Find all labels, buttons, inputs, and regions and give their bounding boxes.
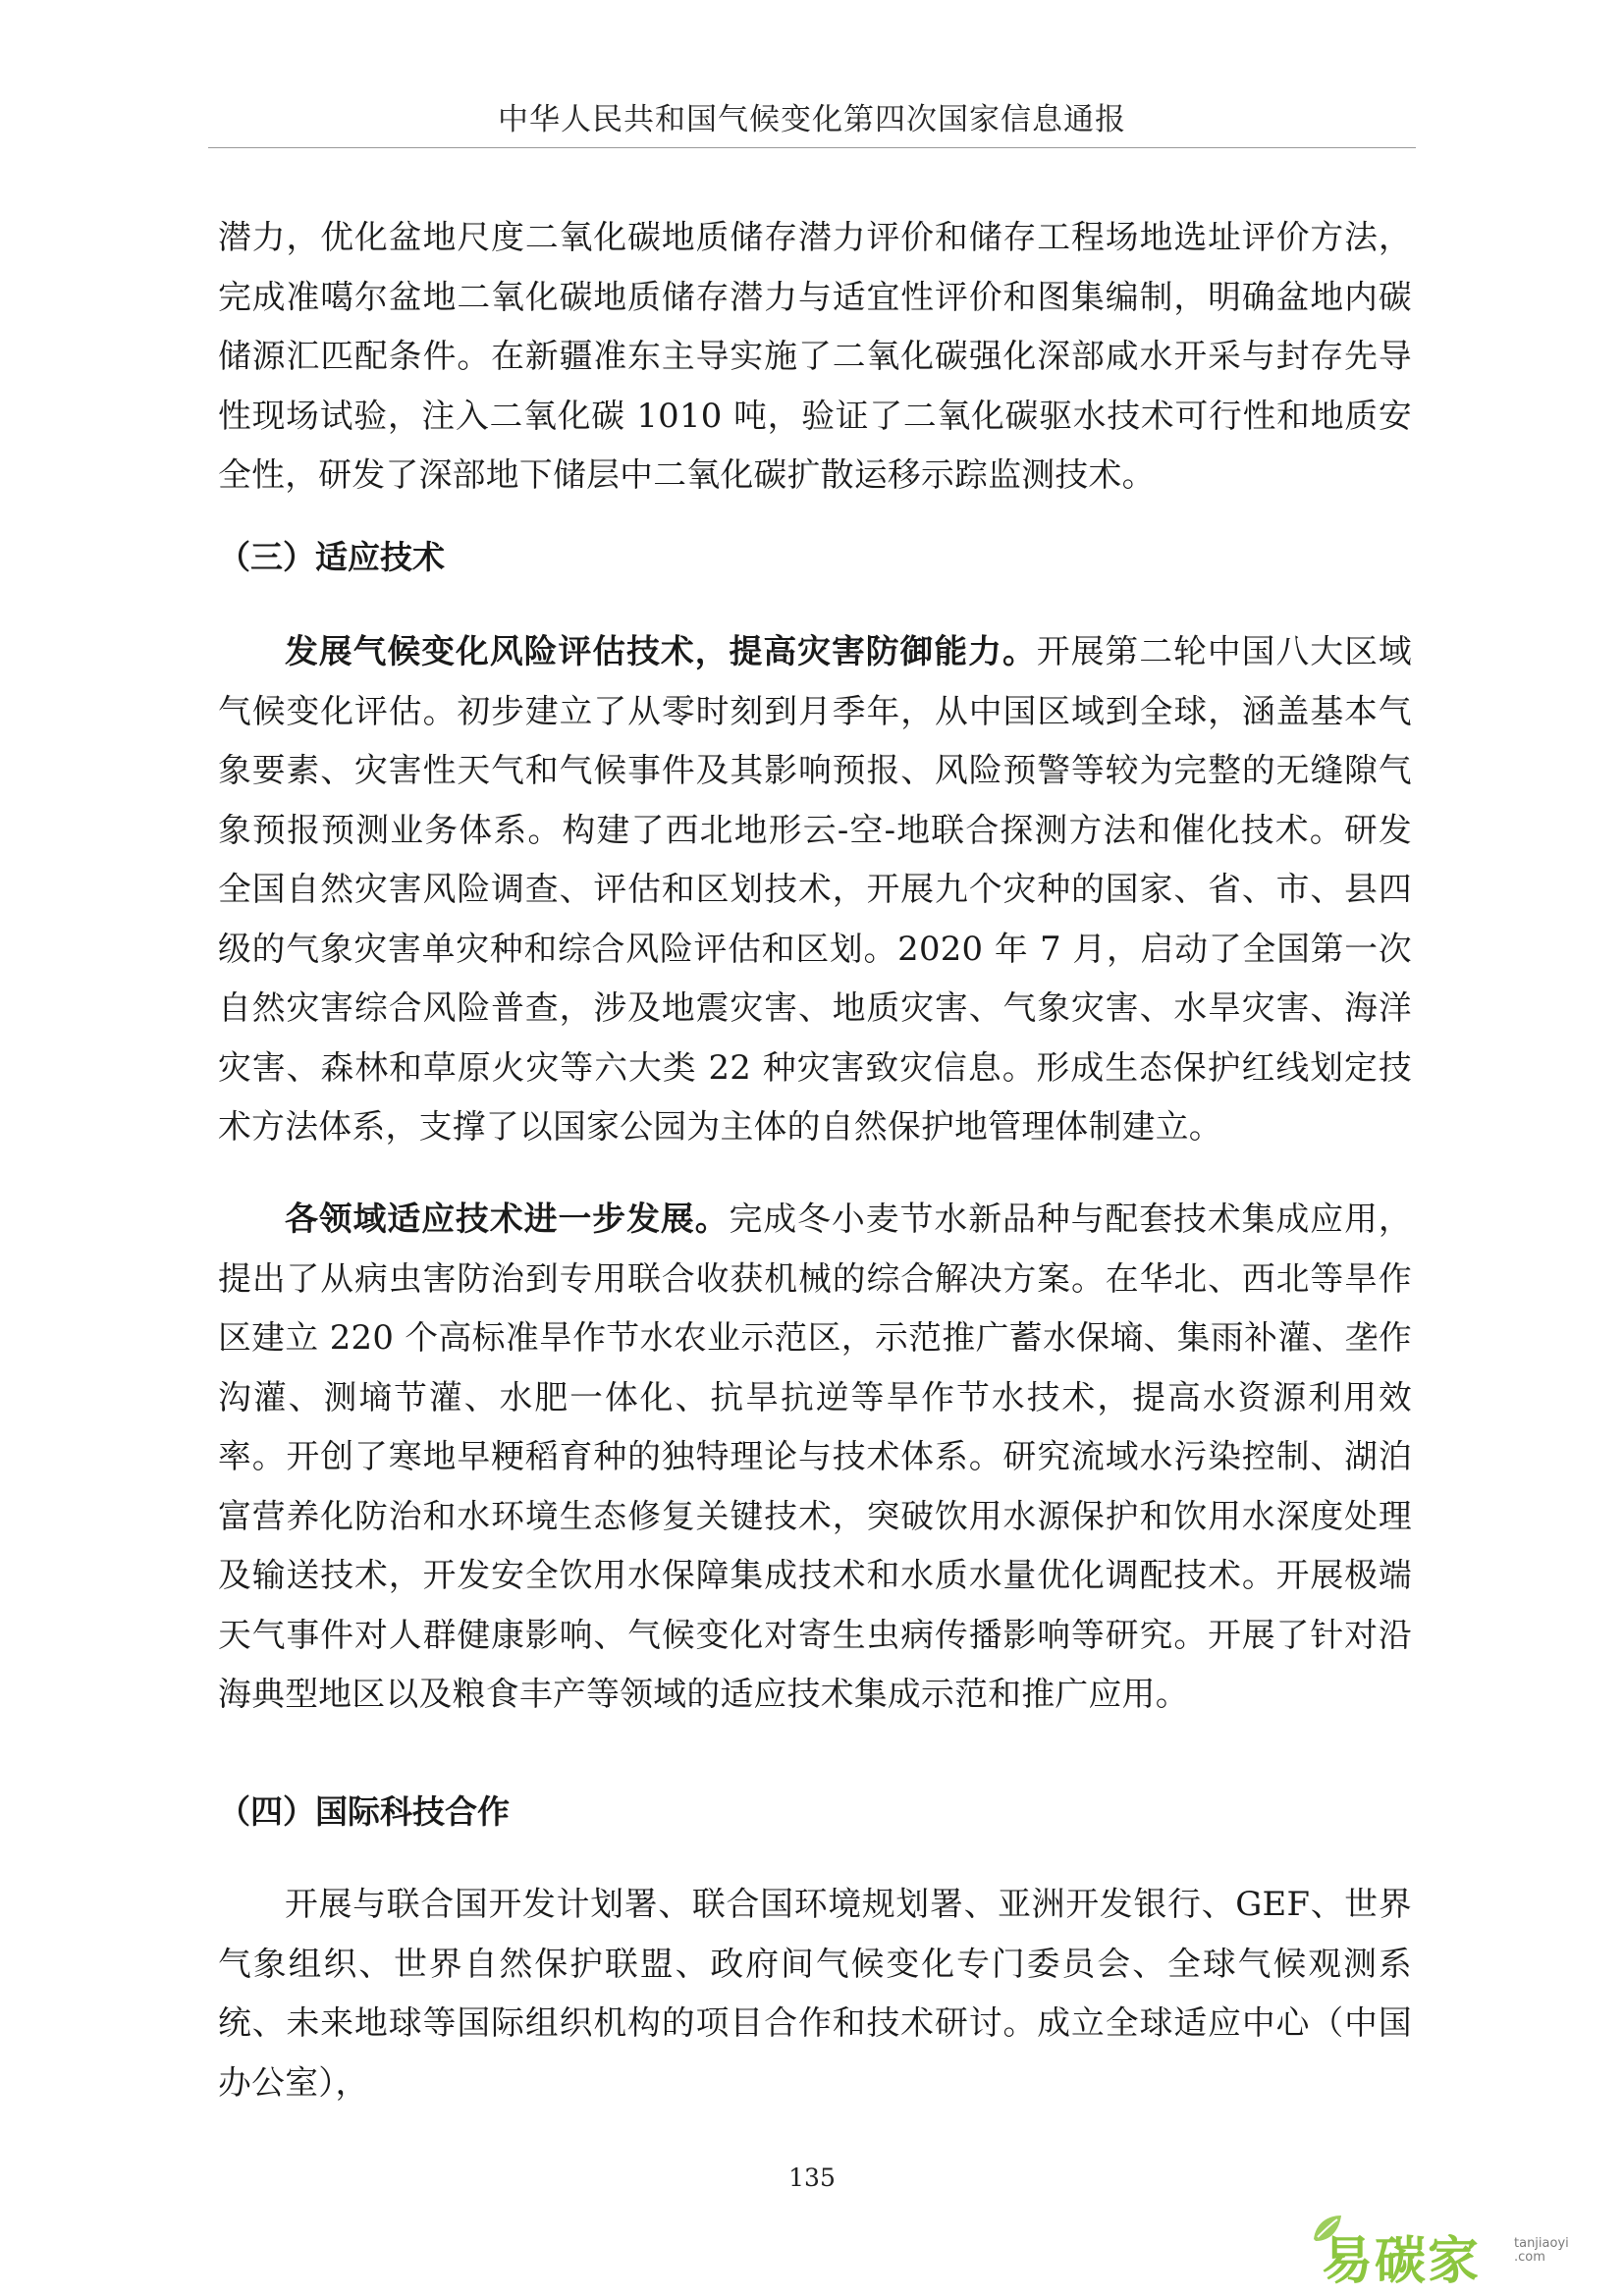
header-divider	[208, 147, 1416, 148]
watermark-logo-text: 易碳家	[1322, 2232, 1482, 2291]
section-heading-international: （四）国际科技合作	[218, 1792, 510, 1831]
paragraph-lead-risk: 发展气候变化风险评估技术，提高灾害防御能力。	[285, 632, 1037, 670]
section-heading-adaptation: （三）适应技术	[218, 538, 445, 576]
paragraph-body-risk: 开展第二轮中国八大区域气候变化评估。初步建立了从零时刻到月季年，从中国区域到全球，涵盖基本气象要素、灾害性天气和气候事件及其影响预报、风险预警等较为完整的无缝隙气象预报预测业务体系。构建了西北地形云-空-地联合探测方法和催化技术。研发全国自然灾害风险调查、评估和区划技术，开展九个灾种的国家、省、市、县四级的气象灾害单灾种和综合风险评估和区划。2020 年 7 月，启动了全国第一次自然灾害综合风险普查，涉及地震灾害、地质灾害、气象灾害、水旱灾害、海洋灾害、森林和草原火灾等六大类 22 种灾害致灾信息。形成生态保护红线划定技术方法体系，支撑了以国家公园为主体的自然保护地管理体制建立。	[218, 632, 1412, 1146]
watermark-url-line2: .com	[1514, 2250, 1545, 2265]
paragraph-body-sectors: 完成冬小麦节水新品种与配套技术集成应用，提出了从病虫害防治到专用联合收获机械的综合解决方案。在华北、西北等旱作区建立 220 个高标准旱作节水农业示范区，示范推广蓄水保墒、集雨补灌、垄作沟灌、测墒节灌、水肥一体化、抗旱抗逆等旱作节水技术，提高水资源利用效率。开创了寒地早粳稻育种的独特理论与技术体系。研究流域水污染控制、湖泊富营养化防治和水环境生态修复关键技术，突破饮用水源保护和饮用水深度处理及输送技术，开发安全饮用水保障集成技术和水质水量优化调配技术。开展极端天气事件对人群健康影响、气候变化对寄生虫病传播影响等研究。开展了针对沿海典型地区以及粮食丰产等领域的适应技术集成示范和推广应用。	[218, 1200, 1413, 1713]
page-number: 135	[788, 2163, 836, 2192]
watermark-url	[1514, 2237, 1573, 2265]
paragraph-sector-adaptation	[218, 1190, 1412, 1725]
paragraph-geological-storage: 潜力，优化盆地尺度二氧化碳地质储存潜力评价和储存工程场地选址评价方法，完成准噶尔盆地二氧化碳地质储存潜力与适宜性评价和图集编制，明确盆地内碳储源汇匹配条件。在新疆准东主导实施了二氧化碳强化深部咸水开采与封存先导性现场试验，注入二氧化碳 1010 吨，验证了二氧化碳驱水技术可行性和地质安全性，研发了深部地下储层中二氧化碳扩散运移示踪监测技术。	[218, 218, 1412, 494]
running-header: 中华人民共和国气候变化第四次国家信息通报	[498, 102, 1126, 137]
paragraph-risk-assessment	[218, 622, 1412, 1157]
paragraph-lead-sectors: 各领域适应技术进一步发展。	[285, 1200, 730, 1238]
watermark-url-line1: tanjiaoyi	[1514, 2236, 1569, 2251]
paragraph-international-cooperation: 开展与联合国开发计划署、联合国环境规划署、亚洲开发银行、GEF、世界气象组织、世界自然保护联盟、政府间气候变化专门委员会、全球气候观测系统、未来地球等国际组织机构的项目合作和技术研讨。成立全球适应中心（中国办公室），	[218, 1885, 1412, 2102]
site-watermark	[1322, 2216, 1577, 2291]
